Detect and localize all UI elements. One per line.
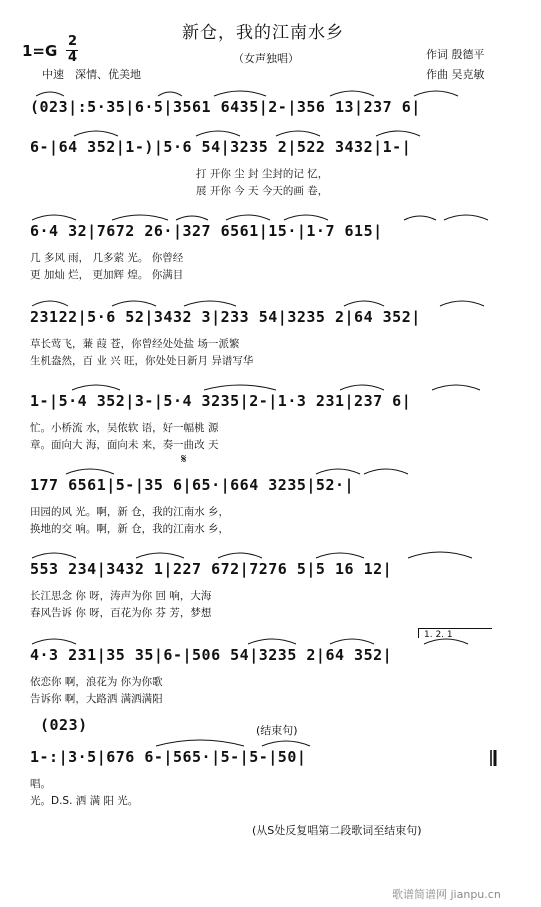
slur-mark: [36, 92, 64, 96]
lyrics-row-7-verse-1: 长江思念 你 呀，涛声为你 回 响，大海: [30, 590, 212, 602]
slur-mark: [32, 553, 76, 558]
slur-mark: [432, 385, 480, 390]
slur-mark: [32, 639, 76, 644]
lyrics-row-6-verse-1: 田园的风 光。啊，新 仓，我的江南水 乡，: [30, 506, 230, 518]
lyrics-row-3-verse-2: 更 加灿 烂， 更加辉 煌。 你满目: [30, 269, 184, 281]
score-row-8: 4·3 231|35 35|6-|506 54|3235 2|64 352|: [30, 646, 393, 664]
slur-mark: [32, 215, 76, 220]
lyrics-row-3-verse-1: 几 多风 雨， 几多萦 光。 你曾经: [30, 252, 184, 264]
lyricist-credit: 作词 殷德平: [426, 48, 485, 61]
score-row-5: 1-|5·4 352|3-|5·4 3235|2-|1·3 231|237 6|: [30, 392, 412, 410]
slur-mark: [214, 91, 266, 96]
repeat-footnote: (从S处反复唱第二段歌词至结束句): [252, 824, 422, 837]
slur-mark: [262, 741, 310, 746]
slur-mark: [72, 385, 120, 390]
slur-mark: [156, 740, 244, 746]
score-row-2: 6-|64 352|1-)|5·6 54|3235 2|522 3432|1-|: [30, 138, 412, 156]
slur-mark: [344, 301, 384, 306]
song-title: 新仓，我的江南水乡: [182, 23, 344, 43]
lyrics-row-2-verse-2: 展 开你 今 天 今天的画 卷，: [196, 185, 329, 197]
key-signature: 1=G: [22, 42, 58, 60]
lyrics-row-9-verse-1: 唱。: [30, 778, 51, 790]
lyrics-row-9-verse-2: 光。D.S. 洒 满 阳 光。: [30, 795, 139, 807]
slur-mark: [218, 553, 262, 558]
slur-mark: [226, 215, 270, 220]
slur-mark: [364, 469, 408, 474]
lyrics-row-2-verse-1: 打 开你 尘 封 尘封的记 忆，: [196, 168, 329, 180]
tempo-marking: 中速 深情、优美地: [42, 68, 141, 81]
slur-mark: [184, 301, 236, 306]
segno-sign: 𝄋: [181, 452, 187, 467]
composer-credit: 作曲 吴克敏: [426, 68, 485, 81]
volta-marker: 1. 2. 1: [424, 630, 453, 640]
intro-repeat-notes: (023): [40, 716, 88, 734]
slur-mark: [340, 385, 384, 390]
slur-mark: [316, 553, 364, 558]
lyrics-row-4-verse-1: 草长莺飞，蒹 葭 苍，你曾经处处盐 场一派繁: [30, 338, 240, 350]
lyrics-row-6-verse-2: 换地的交 响。啊，新 仓，我的江南水 乡，: [30, 523, 230, 535]
lyrics-row-5-verse-2: 章。面向大 海，面向未 来，奏一曲改 天: [30, 439, 219, 451]
slur-mark: [66, 469, 114, 474]
slur-mark: [158, 92, 182, 96]
slur-mark: [376, 131, 420, 136]
slur-mark: [32, 301, 68, 306]
slur-mark: [196, 131, 240, 136]
lyrics-row-8-verse-2: 告诉你 啊，大路洒 满洒满阳: [30, 693, 163, 705]
slur-mark: [204, 385, 276, 390]
slur-mark: [112, 301, 156, 306]
score-row-3: 6·4 32|7672 26·|327 6561|15·|1·7 615|: [30, 222, 383, 240]
score-row-1: (023|:5·35|6·5|3561 6435|2-|356 13|237 6|: [30, 98, 421, 116]
lyrics-row-8-verse-1: 依恋你 啊，浪花为 你为你歌: [30, 676, 163, 688]
slur-mark: [136, 553, 184, 558]
time-signature-bottom: 4: [68, 50, 78, 65]
slur-mark: [316, 469, 360, 474]
slur-mark: [284, 215, 328, 220]
time-signature-top: 2: [68, 34, 78, 49]
score-row-7: 553 234|3432 1|227 672|7276 5|5 16 12|: [30, 560, 393, 578]
site-watermark: 歌谱简谱网 jianpu.cn: [392, 888, 501, 901]
lyrics-row-5-verse-1: 忙。小桥流 水，吴侬软 语，好一幅桃 源: [30, 422, 219, 434]
score-row-9: 1-:|3·5|676 6-|565·|5-|5-|50|: [30, 748, 307, 766]
slur-mark: [330, 639, 374, 644]
slur-mark: [176, 216, 208, 220]
score-row-4: 23122|5·6 52|3432 3|233 54|3235 2|64 352|: [30, 308, 421, 326]
slur-mark: [424, 639, 468, 644]
slur-mark: [408, 552, 472, 558]
slur-mark: [248, 639, 296, 644]
lyrics-row-4-verse-2: 生机盎然，百 业 兴 旺，你处处日新月 异谱写华: [30, 355, 254, 367]
score-row-6: 177 6561|5-|35 6|65·|664 3235|52·|: [30, 476, 355, 494]
coda-label: (结束句): [256, 724, 298, 737]
slur-mark: [112, 215, 168, 220]
song-subtitle: （女声独唱）: [233, 52, 299, 65]
slur-mark: [440, 301, 484, 306]
slur-mark: [74, 131, 118, 136]
slur-mark: [330, 91, 374, 96]
slur-mark: [404, 216, 436, 220]
slur-mark: [444, 215, 488, 220]
slur-mark: [414, 91, 458, 96]
slur-mark: [276, 131, 320, 136]
lyrics-row-7-verse-2: 春风告诉 你 呀，百花为你 芬 芳，梦想: [30, 607, 212, 619]
